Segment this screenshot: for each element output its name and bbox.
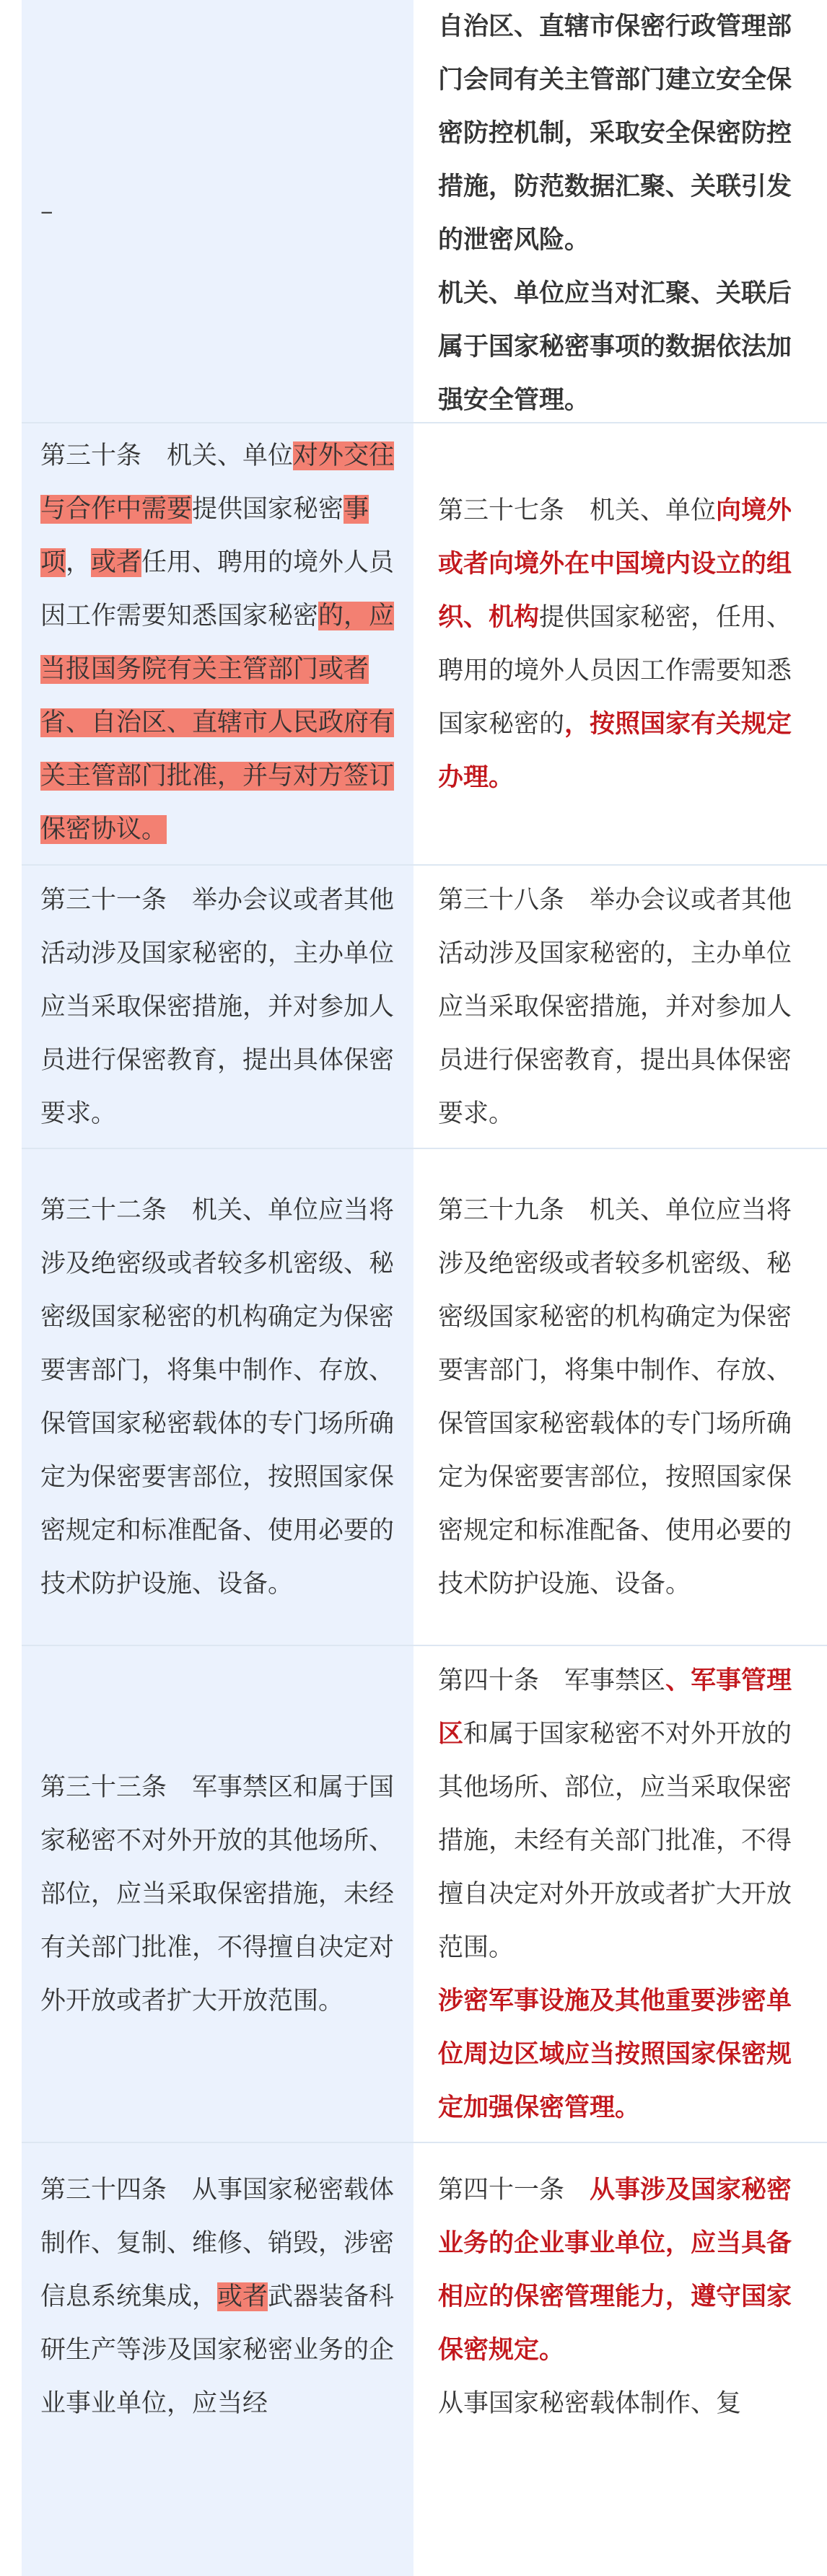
article-text: 第三十一条 举办会议或者其他活动涉及国家秘密的，主办单位应当采取保密措施，并对参加人员进行保密教育，提出具体保密要求。 bbox=[40, 885, 395, 1128]
article-text: 第三十八条 举办会议或者其他活动涉及国家秘密的，主办单位应当采取保密措施，并对参加人员进行保密教育，提出具体保密要求。 bbox=[438, 885, 792, 1128]
added-text: 、军事管理区 bbox=[438, 1665, 792, 1749]
article-text: 第三十二条 机关、单位应当将涉及绝密级或者较多机密级、秘密级国家秘密的机构确定为保密要害部门，将集中制作、存放、保管国家秘密载体的专门场所确定为保密要害部位，按照国家保密规定和标准配备、使用必要的技术防护设施、设备。 bbox=[40, 1195, 395, 1599]
new-article-cell bbox=[414, 1149, 827, 1645]
added-text: 涉密军事设施及其他重要涉密单位周边区域应当按照国家保密规定加强保密管理。 bbox=[438, 1985, 792, 2122]
paragraph: 机关、单位应当对汇聚、关联后属于国家秘密事项的数据依法加强安全管理。 bbox=[438, 278, 792, 415]
article-text: 第三十七条 机关、单位 bbox=[438, 496, 717, 525]
article-text: 武器装备科研生产等涉及国家秘密业务的企业事业单位，应当经 bbox=[40, 2282, 395, 2418]
new-article-cell bbox=[414, 1646, 827, 2142]
deleted-text-highlight: 对外交往与合作中需要 bbox=[40, 441, 395, 524]
empty-placeholder: – bbox=[40, 196, 53, 226]
article-text: 第三十条 机关、单位 bbox=[40, 441, 294, 470]
added-text: 向境外或者向境外在中国境内设立的组织、机构 bbox=[438, 495, 792, 632]
article-text: 任用、聘用的境外人员因工作需要知悉国家秘密 bbox=[40, 548, 395, 630]
table-row bbox=[22, 1646, 827, 2143]
article-text: 第三十九条 机关、单位应当将涉及绝密级或者较多机密级、秘密级国家秘密的机构确定为保密要害部门，将集中制作、存放、保管国家秘密载体的专门场所确定为保密要害部位，按照国家保密规定和标准配备、使用必要的技术防护设施、设备。 bbox=[438, 1195, 792, 1599]
table-row bbox=[22, 2143, 827, 2576]
table-row bbox=[22, 866, 827, 1149]
table-row bbox=[22, 1149, 827, 1646]
new-article-cell bbox=[414, 423, 827, 864]
table-row bbox=[22, 423, 827, 866]
old-article-cell bbox=[22, 866, 414, 1148]
old-article-cell bbox=[22, 2143, 414, 2576]
deleted-text-highlight: 或者 bbox=[217, 2282, 268, 2311]
article-text: 从事国家秘密载体制作、复 bbox=[438, 2389, 742, 2418]
article-text: 第四十一条 bbox=[438, 2176, 590, 2204]
old-article-cell bbox=[22, 0, 414, 422]
deleted-text-highlight: 的，应当报国务院有关主管部门或者省、自治区、直辖市人民政府有关主管部门批准，并与对方签订保密协议。 bbox=[40, 602, 395, 844]
article-text: 第四十条 军事禁区 bbox=[438, 1666, 666, 1695]
article-text: 提供国家秘密 bbox=[192, 495, 344, 524]
added-text: 从事涉及国家秘密业务的企业事业单位，应当具备相应的保密管理能力，遵守国家保密规定。 bbox=[438, 2175, 792, 2365]
old-article-cell bbox=[22, 1149, 414, 1645]
new-article-cell bbox=[414, 2143, 827, 2576]
article-text: ， bbox=[66, 548, 92, 577]
new-article-cell bbox=[414, 0, 827, 422]
paragraph: 自治区、直辖市保密行政管理部门会同有关主管部门建立安全保密防控机制，采取安全保密防控措施，防范数据汇聚、关联引发的泄密风险。 bbox=[438, 12, 792, 255]
article-text: 和属于国家秘密不对外开放的其他场所、部位，应当采取保密措施，未经有关部门批准，不得擅自决定对外开放或者扩大开放范围。 bbox=[438, 1719, 792, 1962]
article-text: 提供国家秘密，任用、聘用的境外人员因工作需要知悉国家秘密的 bbox=[438, 602, 792, 739]
article-text: 第三十三条 军事禁区和属于国家秘密不对外开放的其他场所、部位，应当采取保密措施，未经有关部门批准，不得擅自决定对外开放或者扩大开放范围。 bbox=[40, 1772, 395, 2015]
article-text: 第三十四条 从事国家秘密载体制作、复制、维修、销毁，涉密信息系统集成， bbox=[40, 2176, 395, 2311]
added-text: ，按照国家有关规定办理。 bbox=[438, 708, 792, 792]
table-row bbox=[22, 0, 827, 423]
deleted-text-highlight: 或者 bbox=[91, 548, 142, 577]
comparison-table bbox=[22, 0, 827, 2576]
deleted-text-highlight: 事项 bbox=[40, 495, 369, 577]
old-article-cell bbox=[22, 1646, 414, 2142]
old-article-cell bbox=[22, 423, 414, 864]
new-article-cell bbox=[414, 866, 827, 1148]
